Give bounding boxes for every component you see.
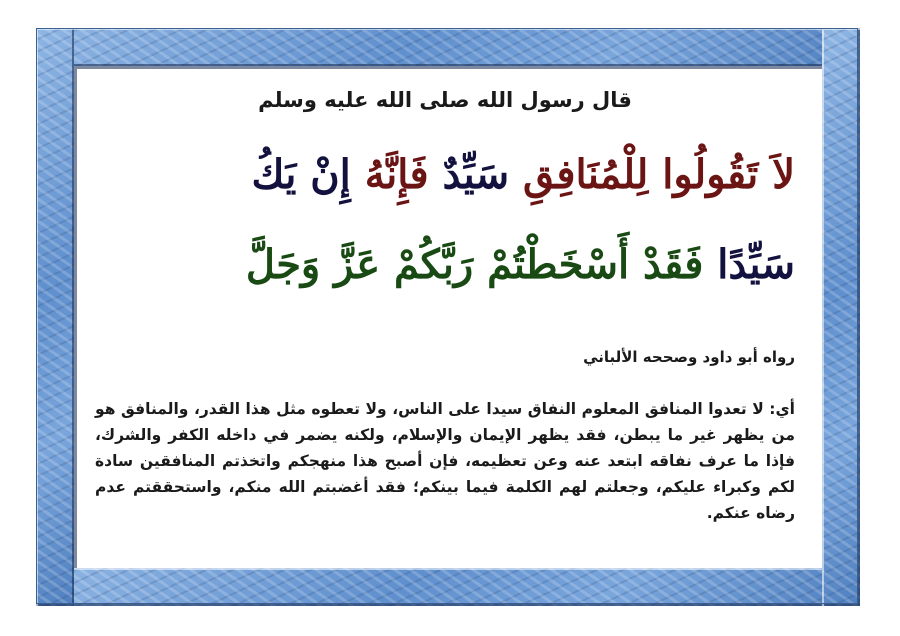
hadith-line-1 xyxy=(95,130,795,220)
frame-top-bar xyxy=(36,28,860,66)
heading: قال رسول الله صلى الله عليه وسلم xyxy=(258,88,632,112)
explanation-paragraph: أي: لا تعدوا المنافق المعلوم النفاق سيدا على الناس، ولا تعطوه مثل هذا القدر، والمنافق هو من يظهر غير ما يبطن، فقد يظهر الإيمان والإسلام، ولكنه يضمر في داخله الكفر والشرك، فإذا ما عرف نفاقه ابتعد عنه وعن تعظيمه، فإن أصبح هذا منهجكم واتخذتم المنافقين سادة لكم وكبراء عليكم، وجعلتم لهم الكلمة فيما بينكم؛ فقد أغضبتم الله منكم، واستحققتم عدم رضاه عنكم. xyxy=(95,400,795,522)
hadith-segment: لاَ تَقُولُوا لِلْمُنَافِقِ xyxy=(523,151,795,198)
frame-bottom-bar xyxy=(36,568,860,606)
card-content xyxy=(95,80,795,560)
hadith-segment: سَيِّدًا xyxy=(717,241,795,288)
frame-right-bar xyxy=(822,28,860,606)
hadith-source: رواه أبو داود وصححه الألباني xyxy=(583,348,795,366)
hadith-segment: فَقَدْ أَسْخَطْتُمْ رَبَّكُمْ عَزَّ وَجَلَّ xyxy=(245,241,704,288)
hadith-text xyxy=(95,130,795,310)
hadith-segment: إِنْ يَكُ xyxy=(251,151,351,198)
hadith-segment: سَيِّدٌ xyxy=(442,151,510,198)
hadith-line-2 xyxy=(95,220,795,310)
hadith-segment: فَإِنَّهُ xyxy=(364,151,429,198)
frame-left-bar xyxy=(36,28,74,606)
